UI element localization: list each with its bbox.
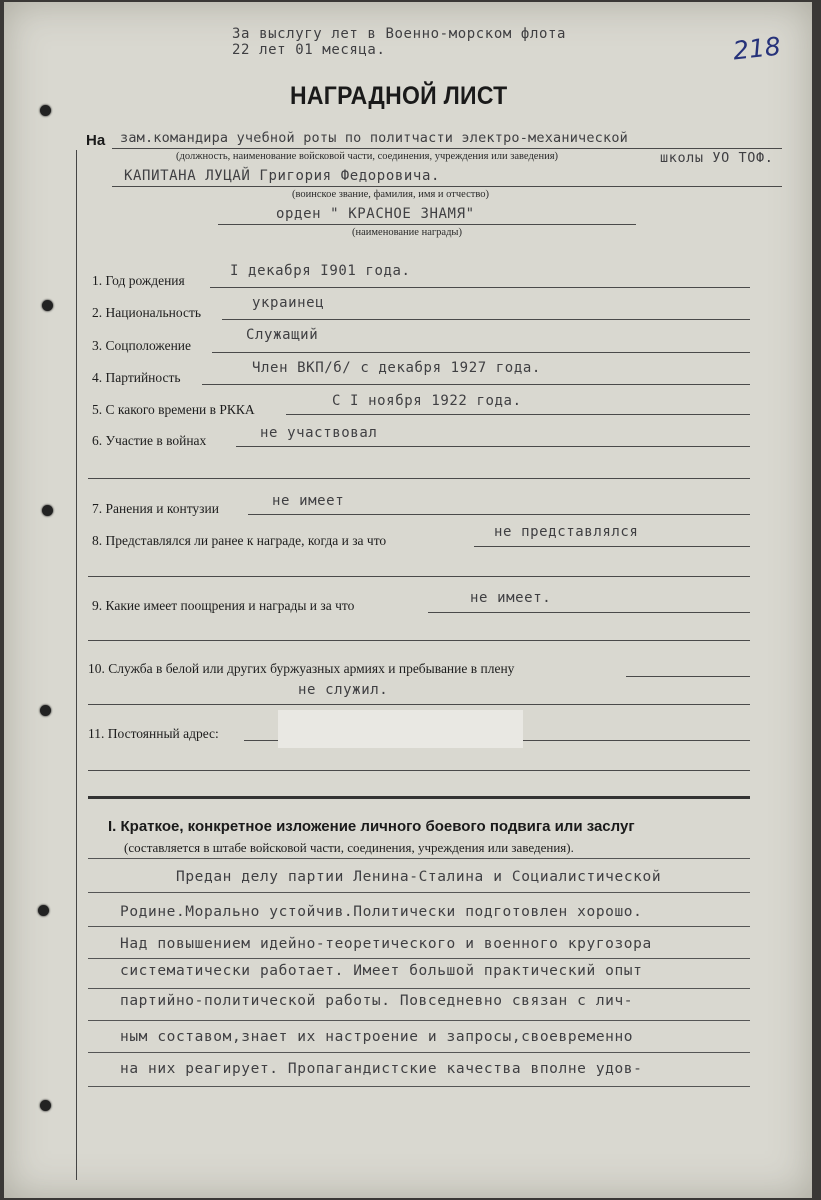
field-label-incentives: 9. Какие имеет поощрения и награды и за что bbox=[92, 598, 355, 613]
recipient-caption: (воинское звание, фамилия, имя и отчество) bbox=[292, 189, 489, 200]
narrative-rule bbox=[88, 926, 750, 927]
section-subtitle: (составляется в штабе войсковой части, соединения, учреждения или заведения). bbox=[124, 840, 574, 855]
narrative-line: ным составом,знает их настроение и запросы,своевременно bbox=[120, 1029, 634, 1045]
narrative-rule bbox=[88, 1052, 750, 1053]
field-label-social-status: 3. Соцположение bbox=[92, 338, 192, 353]
field-underline bbox=[428, 612, 750, 613]
position-line-2: школы УО ТОФ. bbox=[660, 150, 774, 166]
punch-hole bbox=[40, 105, 51, 116]
narrative-rule bbox=[88, 988, 750, 989]
award-underline bbox=[218, 224, 636, 225]
field-underline bbox=[248, 514, 750, 515]
field-underline bbox=[236, 446, 750, 447]
field-underline bbox=[286, 414, 750, 415]
field-underline bbox=[88, 576, 750, 577]
field-value-rkka-since: С I ноября 1922 года. bbox=[332, 393, 522, 409]
field-underline bbox=[212, 352, 750, 353]
field-underline bbox=[88, 770, 750, 771]
field-label-party: 4. Партийность bbox=[92, 370, 181, 385]
field-underline bbox=[88, 640, 750, 641]
narrative-rule bbox=[88, 892, 750, 893]
punch-hole bbox=[38, 905, 49, 916]
field-label-wounds: 7. Ранения и контузии bbox=[92, 501, 219, 516]
field-value-wounds: не имеет bbox=[272, 493, 345, 509]
field-underline bbox=[474, 546, 750, 547]
narrative-line: Родине.Морально устойчив.Политически подготовлен хорошо. bbox=[120, 904, 643, 920]
field-label-previous-awards: 8. Представлялся ли ранее к награде, когда и за что bbox=[92, 533, 387, 548]
field-label-white-army: 10. Служба в белой или других буржуазных армиях и пребывание в плену bbox=[88, 661, 515, 676]
field-underline bbox=[210, 287, 750, 288]
punch-hole bbox=[42, 505, 53, 516]
field-value-nationality: украинец bbox=[252, 295, 325, 311]
service-note-line-2: 22 лет 01 месяца. bbox=[232, 42, 386, 58]
field-underline bbox=[626, 676, 750, 677]
field-value-social-status: Служащий bbox=[246, 327, 319, 343]
narrative-rule bbox=[88, 1086, 750, 1087]
redacted-address bbox=[278, 710, 523, 748]
field-value-birth-year: I декабря I901 года. bbox=[230, 263, 411, 279]
narrative-line: партийно-политической работы. Повседневно связан с лич- bbox=[120, 993, 634, 1009]
field-value-party: Член ВКП/б/ с декабря 1927 года. bbox=[252, 360, 541, 376]
position-caption: (должность, наименование войсковой части, соединения, учреждения или заведения) bbox=[176, 151, 559, 162]
field-value-war-participation: не участвовал bbox=[260, 425, 378, 441]
position-underline bbox=[112, 148, 782, 149]
section-divider bbox=[88, 796, 750, 799]
field-underline bbox=[88, 478, 750, 479]
section-rule bbox=[88, 858, 750, 859]
sheet-number: 218 bbox=[731, 31, 783, 66]
field-label-war-participation: 6. Участие в войнах bbox=[92, 433, 207, 448]
punch-hole bbox=[40, 1100, 51, 1111]
field-label-rkka-since: 5. С какого времени в РККА bbox=[92, 402, 255, 417]
punch-hole bbox=[42, 300, 53, 311]
narrative-rule bbox=[88, 1020, 750, 1021]
field-underline bbox=[222, 319, 750, 320]
field-label-address: 11. Постоянный адрес: bbox=[88, 726, 219, 741]
field-label-birth-year: 1. Год рождения bbox=[92, 273, 185, 288]
narrative-line: на них реагирует. Пропагандистские качества вполне удов- bbox=[120, 1061, 643, 1077]
field-underline bbox=[202, 384, 750, 385]
narrative-rule bbox=[88, 958, 750, 959]
section-title: I. Краткое, конкретное изложение личного боевого подвига или заслуг bbox=[108, 818, 635, 835]
field-underline bbox=[88, 704, 750, 705]
award-caption: (наименование награды) bbox=[352, 227, 462, 238]
narrative-line: Над повышением идейно-теоретического и военного кругозора bbox=[120, 936, 652, 952]
service-note-line-1: За выслугу лет в Военно-морском флота bbox=[232, 26, 567, 42]
recipient-underline bbox=[112, 186, 782, 187]
position-line-1: зам.командира учебной роты по политчасти электро-механической bbox=[120, 130, 628, 146]
field-label-nationality: 2. Национальность bbox=[92, 305, 202, 320]
binding-margin-line bbox=[76, 150, 77, 1180]
on-label: На bbox=[86, 132, 106, 149]
field-value-previous-awards: не представлялся bbox=[494, 524, 639, 540]
narrative-line: систематически работает. Имеет большой практический опыт bbox=[120, 963, 643, 979]
field-value-white-army: не служил. bbox=[298, 682, 389, 698]
punch-hole bbox=[40, 705, 51, 716]
narrative-line: Предан делу партии Ленина-Сталина и Социалистической bbox=[176, 869, 662, 885]
recipient-name: КАПИТАНА ЛУЦАЙ Григория Федоровича. bbox=[124, 168, 441, 184]
field-value-incentives: не имеет. bbox=[470, 590, 552, 606]
award-name: орден " КРАСНОЕ ЗНАМЯ" bbox=[276, 206, 475, 222]
document-title: НАГРАДНОЙ ЛИСТ bbox=[290, 82, 508, 110]
